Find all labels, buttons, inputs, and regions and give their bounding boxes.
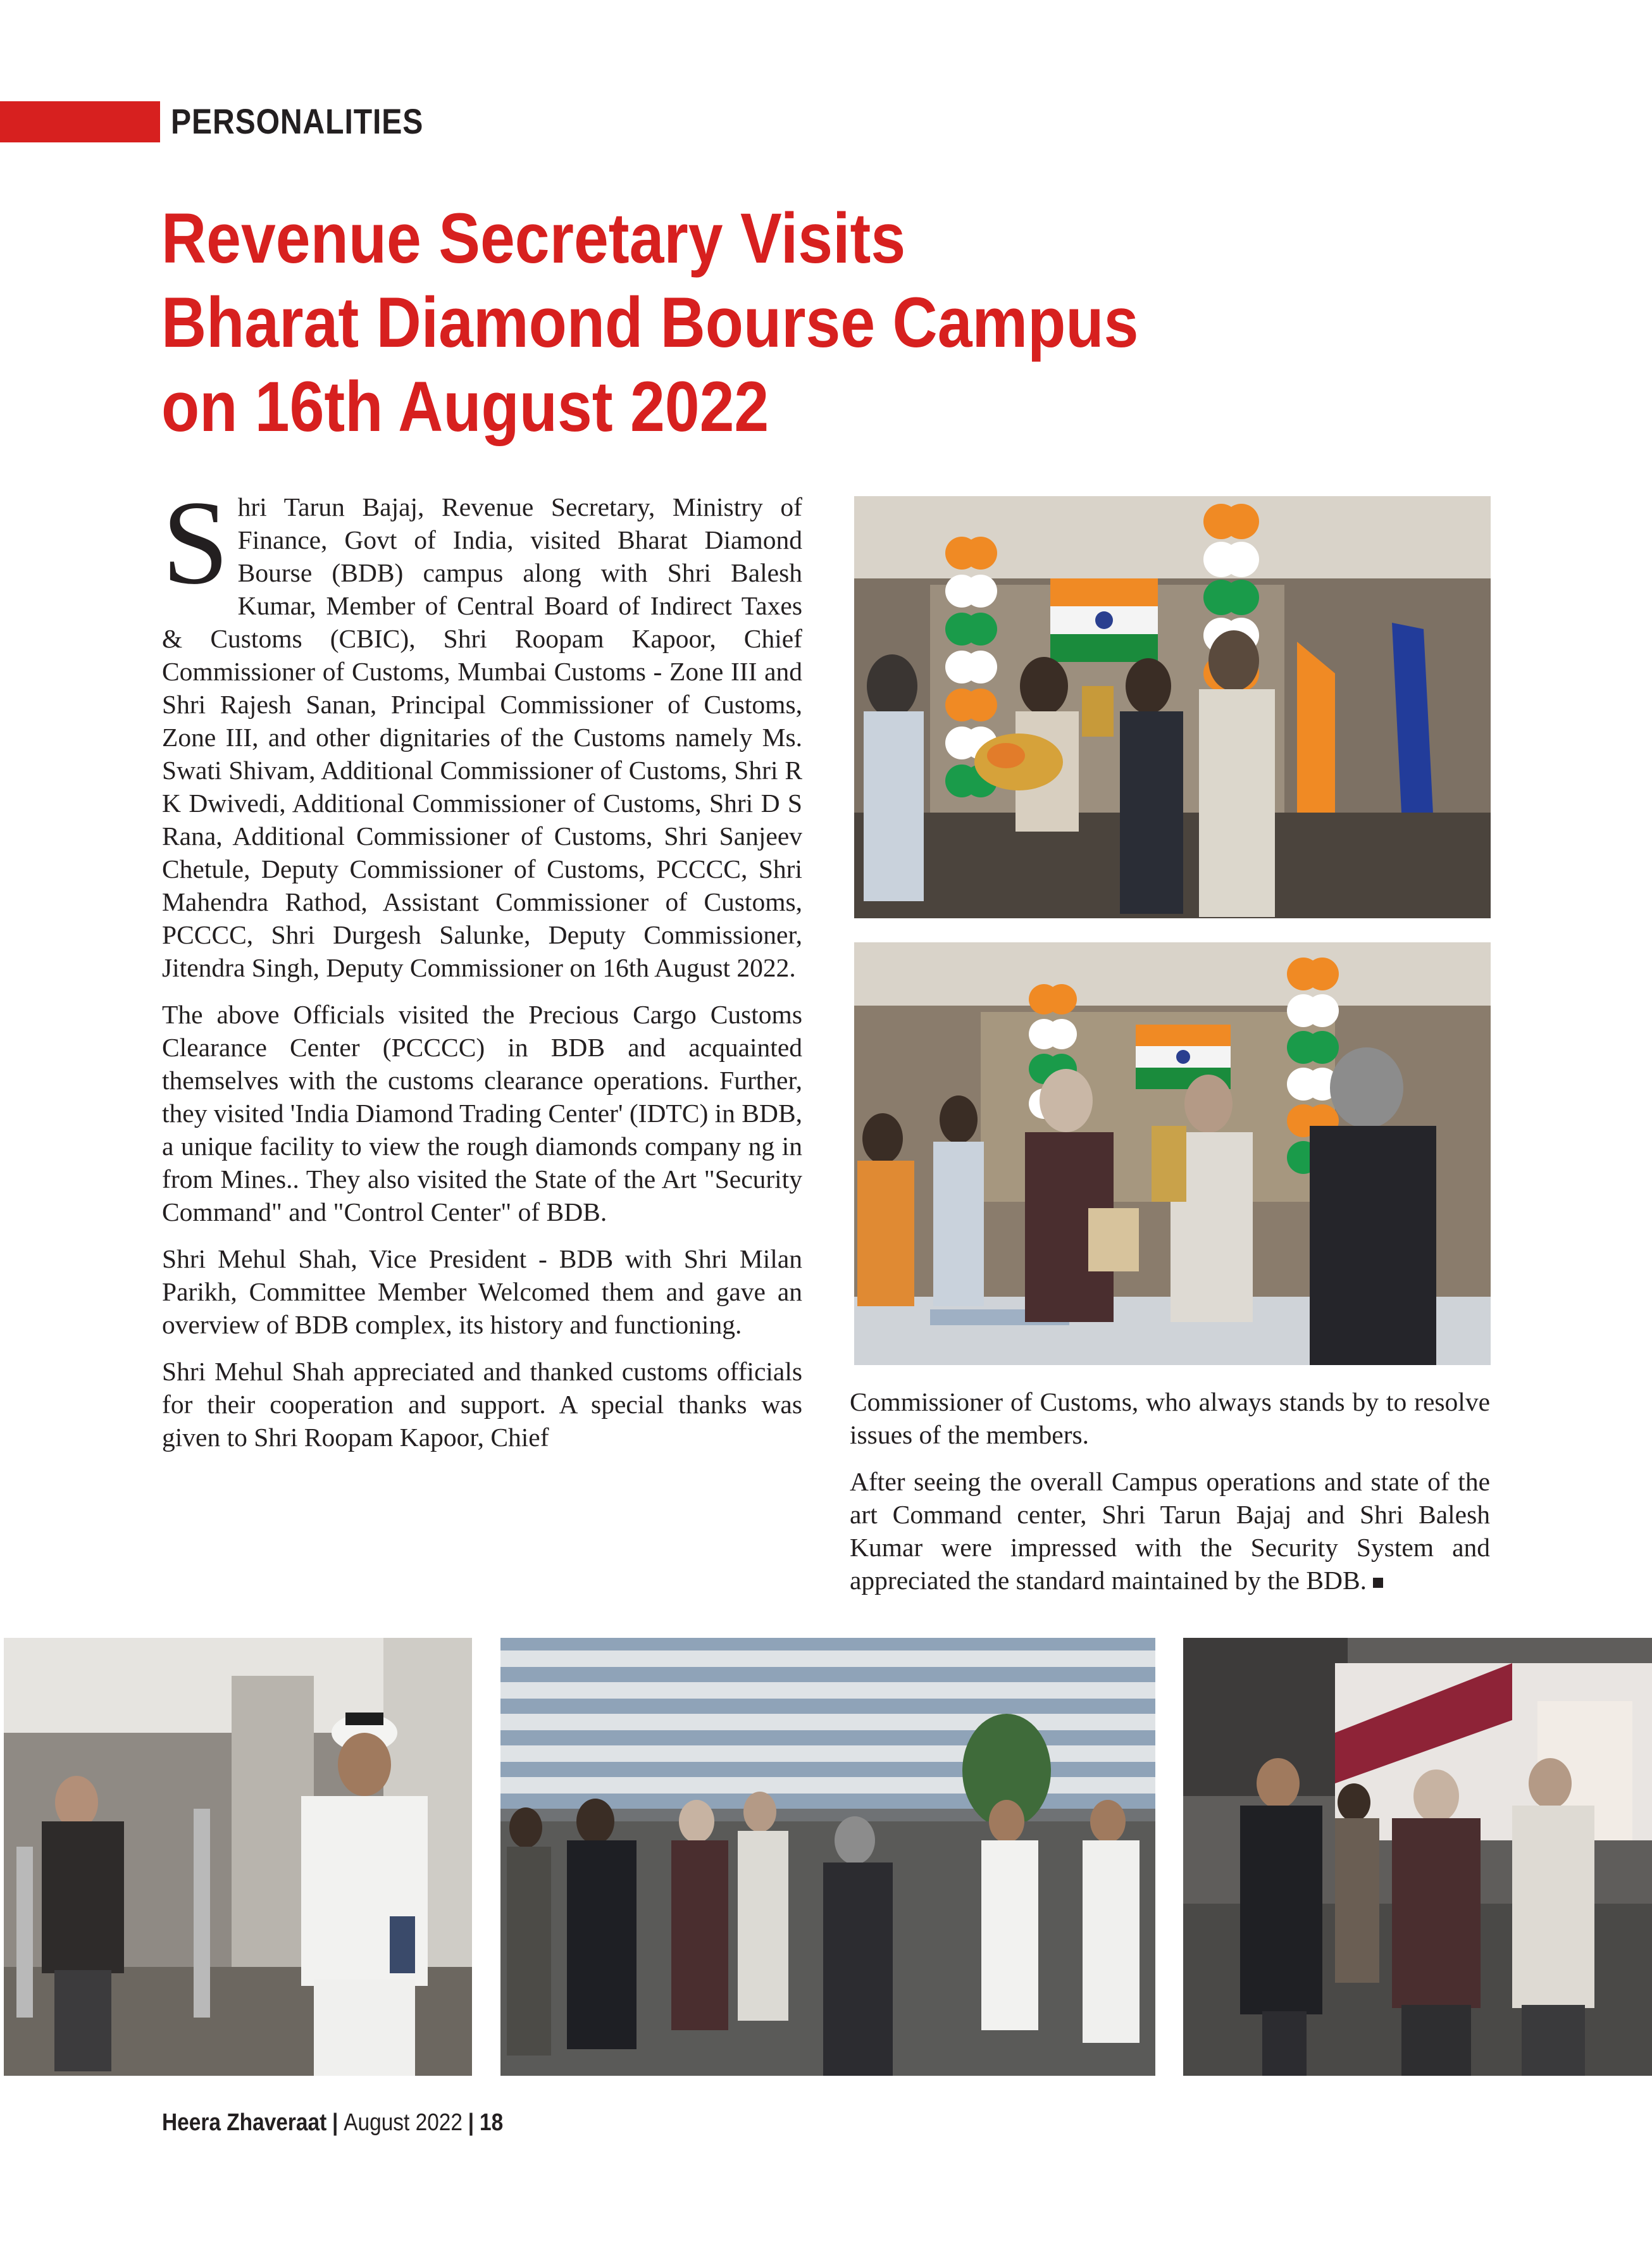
end-of-article-mark xyxy=(1373,1578,1383,1588)
page-footer xyxy=(162,2107,503,2138)
footer-magazine-name: Heera Zhaveraat xyxy=(162,2109,327,2136)
article-paragraph-4: Shri Mehul Shah appreciated and thanked customs officials for their cooperation and support. A special thanks was given to Shri Roopam Kapoor, Chief xyxy=(162,1357,802,1452)
photo-bouquet-welcome-image xyxy=(854,496,1491,918)
photo-bouquet-welcome xyxy=(854,496,1491,918)
article-paragraph-2: The above Officials visited the Precious Cargo Customs Clearance Center (PCCCC) in BDB and acquainted themselves with the customs clearance operations. Further, they visited 'India Diamond Trading Center' (IDTC) in BDB, a unique facility to view the rough diamonds company ng in from Mines.. They also visited the State of the Art "Security Command" and "Control Center" of BDB. xyxy=(162,1000,803,1226)
footer-separator-2: | xyxy=(468,2109,475,2136)
article-column-right xyxy=(850,1385,1490,1611)
article-paragraph-3: Shri Mehul Shah, Vice President - BDB with Shri Milan Parikh, Committee Member Welcomed them and gave an overview of BDB complex, its history and functioning. xyxy=(162,1244,802,1339)
photo-walking-bank-image xyxy=(1183,1638,1652,2076)
article-paragraph-1 xyxy=(162,477,802,984)
photo-group-courtyard xyxy=(500,1638,1155,2076)
article-paragraph-6 xyxy=(850,1465,1490,1597)
article-column-left xyxy=(162,477,803,1468)
headline-line-3: on 16th August 2022 xyxy=(161,367,769,446)
photo-memento-presentation xyxy=(854,942,1491,1365)
photo-walking-lobby-image xyxy=(4,1638,472,2076)
photo-group-courtyard-image xyxy=(500,1638,1155,2076)
photo-walking-lobby xyxy=(4,1638,472,2076)
article-headline xyxy=(161,196,1219,449)
paragraph-6-text: After seeing the overall Campus operations and state of the art Command center, Shri Tarun Bajaj and Shri Balesh Kumar were impressed with the Security System and appreciated the standard maintained by the BDB. xyxy=(850,1467,1490,1595)
paragraph-1-text: hri Tarun Bajaj, Revenue Secretary, Ministry of Finance, Govt of India, visited Bharat Diamond Bourse (BDB) campus along with Shri Balesh Kumar, Member of Central Board of Indirect Taxes & Customs (CBIC), Shri Roopam Kapoor, Chief Commissioner of Customs, Mumbai Customs - Zone III and Shri Rajesh Sanan, Principal Commissioner of Customs, Zone III, and other dignitaries of the Customs namely Ms. Swati Shivam, Additional Commissioner of Customs, Shri R K Dwivedi, Additional Commissioner of Customs, Shri D S Rana, Additional Commissioner of Customs, Shri Sanjeev Chetule, Deputy Commissioner of Customs, PCCCC, Shri Mahendra Rathod, Assistant Commissioner of Customs, PCCCC, Shri Durgesh Salunke, Deputy Commissioner, Jitendra Singh, Deputy Commissioner on 16th August 2022. xyxy=(162,492,802,982)
drop-cap: S xyxy=(162,477,229,609)
photo-memento-presentation-image xyxy=(854,942,1491,1365)
headline-line-2: Bharat Diamond Bourse Campus xyxy=(161,283,1139,362)
footer-page-number: 18 xyxy=(479,2109,504,2136)
footer-issue: August 2022 xyxy=(344,2109,463,2136)
footer-separator: | xyxy=(332,2109,338,2136)
section-color-bar xyxy=(0,101,160,142)
photo-walking-bank xyxy=(1183,1638,1652,2076)
headline-line-1: Revenue Secretary Visits xyxy=(161,199,906,278)
article-paragraph-5: Commissioner of Customs, who always stands by to resolve issues of the members. xyxy=(850,1387,1490,1449)
section-label: PERSONALITIES xyxy=(171,101,424,141)
